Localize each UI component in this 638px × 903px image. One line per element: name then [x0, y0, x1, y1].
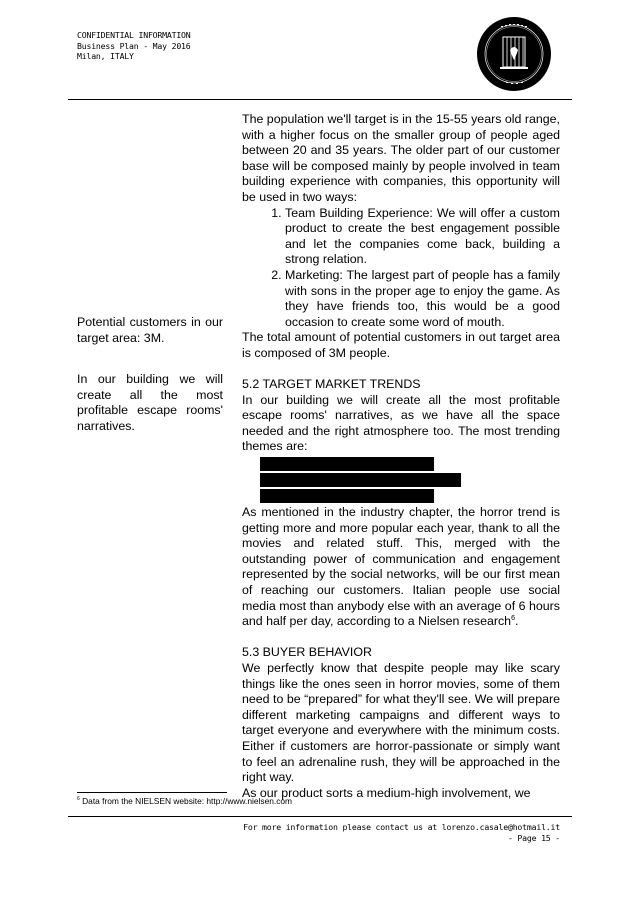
list-item: 2. Marketing: The largest part of people has a family with sons in the proper age to enjoy the game. As they have friends too, this would be a good occasion to create some word of mouth. [285, 268, 560, 330]
target-trends-paragraph: In our building we will create all the most profitable escape rooms' narratives, as we have all the space needed and the right atmosphere too. The most trending themes are: [242, 392, 560, 454]
footnote-reference[interactable]: 6 [511, 615, 515, 623]
redaction-bar [260, 489, 434, 503]
intro-paragraph: The population we'll target is in the 15-55 years old range, with a higher focus on the smaller group of people aged between 20 and 35 years. The older part of our customer base will be composed mainly by people involved in team building experience with companies, this opportunity will be used in two ways: [242, 112, 560, 204]
buyer-behavior-paragraph: We perfectly know that despite people may like scary things like the ones seen in horror movies, some of them need to be “prepared” for what they'll see. We will prepare different marketing campaigns and different ways to target everyone and everywhere with the minimum costs. Either if customers are horror-passionate or simply want to feel an adrenaline rush, they will be approached in the right way. [242, 661, 560, 785]
document-header [77, 30, 191, 62]
footnote [77, 796, 292, 807]
footer-rule [68, 816, 572, 817]
company-logo [476, 16, 552, 92]
document-footer [243, 822, 560, 844]
sidebar-note-potential-customers: Potential customers in our target area: 3M. [77, 315, 223, 345]
footnote-number: 6 [77, 796, 80, 803]
redaction-bar [260, 473, 461, 487]
horror-trend-paragraph: As mentioned in the industry chapter, the horror trend is getting more and more popular each year, thank to all the movies and related stuff. This, merged with the outstanding power of communication and engagement represented by the social networks, will be our first mean of reaching our customers. Italian people use social media most than anybody else with an average of 6 hours and half per day, according to a Nielsen research$^6$. [242, 505, 560, 629]
header-plan-date: Business Plan - May 2016 [77, 40, 191, 51]
sidebar-note-escape-rooms: In our building we will create all the most profitable escape rooms' narratives. [77, 372, 223, 434]
horror-trend-text: As mentioned in the industry chapter, the horror trend is getting more and more popular each year, thank to all the movies and related stuff. This, merged with the outstanding power of communication and engagement represented by the social networks, will be our first mean of reaching our customers. Italian people use social media most than anybody else with an average of 6 hours and half per day, according to a Nielsen research [242, 505, 560, 629]
involvement-paragraph: As our product sorts a medium-high involvement, we [242, 785, 531, 800]
potential-customers-paragraph: The total amount of potential customers in out target area is composed of 3M people. [242, 330, 560, 360]
usage-list [242, 206, 560, 331]
footer-contact: For more information please contact us at lorenzo.casale@hotmail.it [243, 822, 560, 832]
redacted-theme-list [260, 457, 560, 503]
header-rule [68, 99, 572, 100]
page-number: - Page 15 - [507, 833, 560, 843]
main-content [242, 112, 560, 801]
header-location: Milan, ITALY [77, 51, 134, 61]
header-confidential: CONFIDENTIAL INFORMATION [77, 30, 191, 40]
footnote-text: Data from the NIELSEN website: http://www.nielsen.com [79, 796, 293, 806]
redaction-bar [260, 457, 434, 471]
section-heading-target-market-trends: 5.2 TARGET MARKET TRENDS [242, 377, 421, 392]
list-item: 1. Team Building Experience: We will offer a custom product to create the best engagement possible and let the companies come back, building a strong relation. [285, 206, 560, 268]
section-heading-buyer-behavior: 5.3 BUYER BEHAVIOR [242, 645, 372, 660]
footnote-rule [77, 792, 227, 793]
